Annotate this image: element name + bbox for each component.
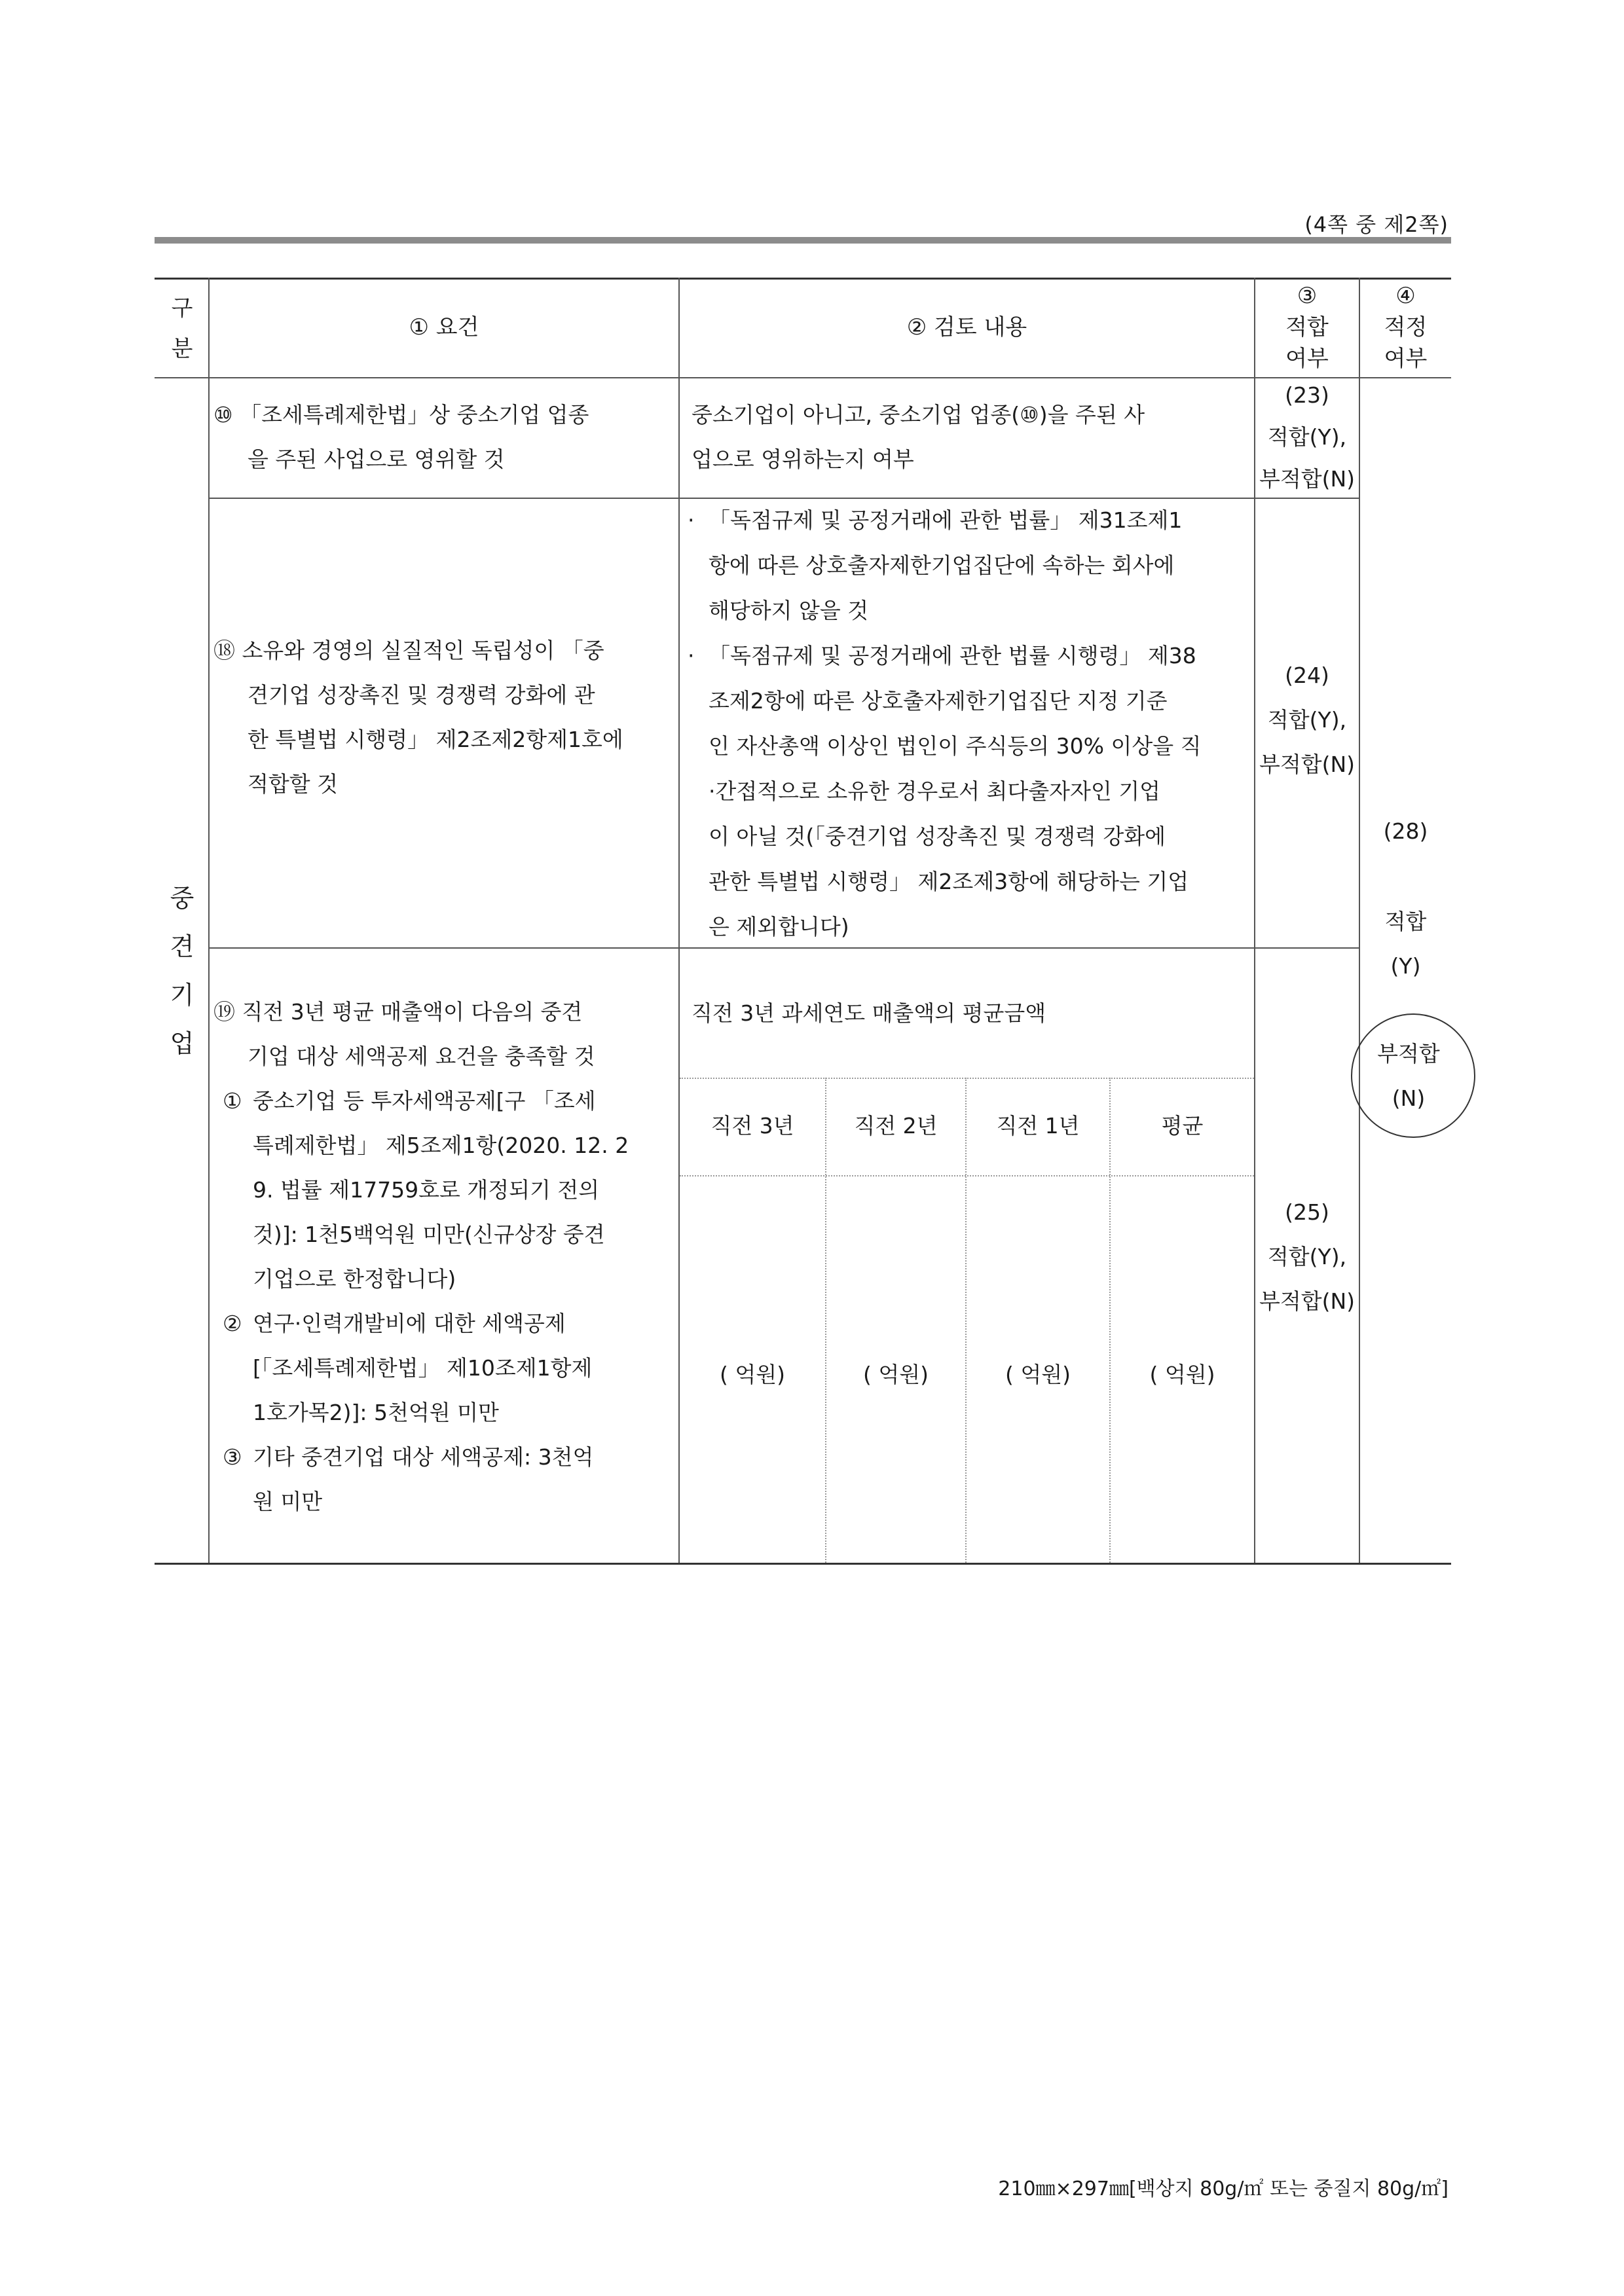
page-label: (4쪽 중 제2쪽) — [1304, 212, 1449, 237]
sales-divider-3 — [1109, 1078, 1111, 1563]
sales-value-1y: ( 억원) — [1005, 1362, 1071, 1387]
table-bottom-border — [155, 1563, 1451, 1565]
sales-divider-1 — [825, 1078, 826, 1563]
sales-value-2y: ( 억원) — [863, 1362, 929, 1387]
sales-header-top — [680, 1078, 1254, 1079]
header-category: 구 분 — [171, 295, 193, 362]
top-rule — [155, 237, 1451, 244]
category-label: 중 견 기 업 — [170, 884, 194, 1058]
row107-requirement: ⑩ 「조세특례제한법」상 중소기업 업종 을 주된 사업으로 영위할 것 — [213, 402, 589, 472]
row108-review — [688, 498, 1251, 949]
sales-value-avg: ( 억원) — [1149, 1362, 1215, 1387]
row109-requirement: ⑲ 직전 3년 평균 매출액이 다음의 중견 기업 대상 세액공제 요건을 충족할 것 ① 중소기업 등 투자세액공제[구 「조세 특례제한법」 제5조제1항(2020. 12. 2 9. 법률 제17759호로 개정되기 전의 것)]: 1천5백억원 미만(신규상장 중견 기업으로 한정합니다) ② 연구·인력개발비에 대한 세액공제 [「조세특례제한법」 제10조제1항제 1호가목2)]: 5천억원 미만 ③ 기타 중견기업 대상 세액공제: 3천억 원 미만 — [213, 990, 676, 1524]
row109-review-title: 직전 3년 과세연도 매출액의 평균금액 — [692, 1000, 1046, 1026]
header-fit: ③ 적합 여부 — [1285, 283, 1329, 372]
row108-fit: (24) 적합(Y), 부적합(N) — [1259, 663, 1356, 777]
review-bullet: · 「독점규제 및 공정거래에 관한 법률 시행령」 제38 조제2항에 따른 상호출자제한기업집단 지정 기준 인 자산총액 이상인 법인이 주식등의 30% 이상을 직 ·간접적으로 소유한 경우로서 최다출자자인 기업 이 아닐 것(「중견기업 성장촉진 및 경쟁력 강화에 관한 특별법 시행령」 제2조제3항에 해당하는 기업 은 제외합니다) — [688, 643, 1202, 939]
sub-item: ① 중소기업 등 투자세액공제[구 「조세 특례제한법」 제5조제1항(2020. 12. 2 9. 법률 제17759호로 개정되기 전의 것)]: 1천5백억원 미만(신규상장 중견 기업으로 한정합니다) — [223, 1088, 629, 1292]
sales-header-1y: 직전 1년 — [996, 1113, 1080, 1139]
appropriateness-ng: 부적합 (N) — [1377, 1041, 1440, 1111]
sales-header-2y: 직전 2년 — [854, 1113, 938, 1139]
paper-spec-footer: 210㎜×297㎜[백상지 80g/㎡ 또는 중질지 80g/㎡] — [998, 2178, 1449, 2200]
header-review: ② 검토 내용 — [906, 314, 1027, 340]
handwritten-circle-mark — [1351, 1013, 1475, 1138]
sales-header-3y: 직전 3년 — [710, 1113, 794, 1139]
sales-header-avg: 평균 — [1161, 1113, 1204, 1139]
table-top-border — [155, 278, 1451, 280]
sub-item: ③ 기타 중견기업 대상 세액공제: 3천억 원 미만 — [223, 1444, 594, 1514]
review-bullet: · 「독점규제 및 공정거래에 관한 법률」 제31조제1 항에 따른 상호출자제한기업집단에 속하는 회사에 해당하지 않을 것 — [688, 507, 1183, 623]
header-requirement: ① 요건 — [409, 314, 479, 340]
sub-item: ② 연구·인력개발비에 대한 세액공제 [「조세특례제한법」 제10조제1항제 1호가목2)]: 5천억원 미만 — [223, 1311, 593, 1425]
appropriateness-ok: 적합 (Y) — [1384, 909, 1427, 979]
row108-requirement: ⑱ 소유와 경영의 실질적인 독립성이 「중 견기업 성장촉진 및 경쟁력 강화에 관 한 특별법 시행령」 제2조제2항제1호에 적합할 것 — [213, 638, 623, 797]
sales-header-bottom — [680, 1175, 1254, 1176]
header-appropriateness: ④ 적정 여부 — [1384, 283, 1428, 372]
row107-fit: (23) 적합(Y), 부적합(N) — [1259, 382, 1356, 492]
row107-review: 중소기업이 아니고, 중소기업 업종(⑩)을 주된 사 업으로 영위하는지 여부 — [692, 402, 1145, 472]
row109-fit: (25) 적합(Y), 부적합(N) — [1259, 1199, 1356, 1314]
sales-divider-2 — [965, 1078, 967, 1563]
appropriateness-number: (28) — [1383, 818, 1428, 844]
sales-value-3y: ( 억원) — [720, 1362, 785, 1387]
category-column-border — [208, 278, 210, 1563]
